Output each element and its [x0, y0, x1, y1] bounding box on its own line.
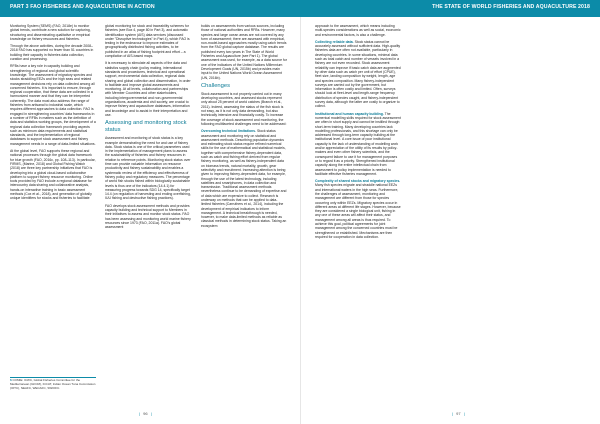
right-header-band: [300, 0, 600, 17]
subheading-capacity-building: Institutional and human capacity building.: [315, 111, 384, 116]
paragraph: Through the above activities, during the decade 2008–2018 FAO has supported no fewer than 51 countries in building their capacity in fisheries data collection, curation and processing.: [10, 44, 94, 62]
right-page-footer: [450, 411, 467, 416]
subheading-technical-limitations: Overcoming technical limitations.: [201, 129, 257, 134]
paragraph: Assessment and monitoring of stock status is a key example demonstrating the need for and use of fishery data. Stock status is one of the critical parameters used in the implementation of management plans to assess the sustainability of fisheries and fishery resources in relation to reference points. Monitoring stock status over time can provide valuable information on resource productivity and fishery sustainability and enables a systematic review of the efficiency and effectiveness of fishery policy and regulatory measures. The percentage of world fish stocks fished within biologically sustainable levels is thus one of the indicators (14.4.1) for measuring progress towards SDG 14, specifically target 14.4 (on regulation of harvesting and ending overfishing, IUU fishing and destructive fishing practices).: [105, 136, 191, 201]
subheading-body: Many fish species migrate and straddle national EEZs and international waters in the high seas. Furthermore, the challenges of assessment, monitoring and management are different from those for species occurring only within EEZs. Migratory species occur in different areas at different life stages. However, because they are considered a single biological unit, fishing in any one of these areas will affect their status, and management among all areas is thus required. To achieve this goal, political agreements for joint management among the concerned countries must be strengthened or established. Mechanisms are then required for cooperation in data collection.: [315, 183, 401, 239]
paragraph: Stock assessment is not properly carried out in many developing countries, and assessed stocks represent only about 25 percent of world catches (Branch et al., 2011). Indeed, assessing the status of the fish stock is not easy, as it is not only data demanding, but also technically intensive and financially costly. To increase the coverage of stock assessment and monitoring, the following multifaceted challenges need to be addressed:: [201, 91, 287, 126]
paragraph: approach to the assessment, which means including multi-species considerations as well as social, economic and environmental factors, is also a challenge.: [315, 24, 401, 37]
section-heading-stock-status: Assessing and monitoring stock status: [105, 120, 187, 134]
subheading-reliable-data: Collecting reliable data.: [315, 39, 354, 44]
paragraph: At the global level, FAO supports these regional and national processes through the global data framework for blue growth (FAO, 2016c, pp. 108–113). In particular, FIRMS, (Marine, 2018) and Global Fishing Watch (2018) are three key partnership initiatives that FAO is developing into a global cloud-based collaborative platform to support fishery resource monitoring. Online tools provided by FAO include a regional database for intercountry data sharing and collaborative analysis, hands-on interactive training in basic assessment methods (Cox et al., 2018), and generation of globally unique identifiers for stocks and fisheries to facilitate: [10, 149, 96, 201]
left-column-3: [201, 24, 287, 231]
footnote: [10, 379, 96, 390]
footer-bar: |: [463, 411, 465, 416]
left-column-2: [105, 24, 191, 232]
paragraph: Monitoring System (SEMS) (FAO, 2018e) to monitor global trends, contribute a new solution for capturing, structuring and disseminating qualitative or empirical knowledge on fishery resources and fisheries.: [10, 24, 91, 41]
right-header-title: THE STATE OF WORLD FISHERIES AND AQUACULTURE 2018: [432, 4, 590, 10]
footer-bar: |: [150, 411, 152, 416]
paragraph-reliable-data: [315, 40, 401, 109]
left-column-1: [10, 24, 96, 204]
paragraph: FAO develops stock assessment methods and provides capacity building and technical support to Members in their initiatives to assess and monitor stock status. FAO has been assessing and monitoring world marine fishery resources since 1973 (FAO, 2011a). FAO's global assessment: [105, 203, 191, 230]
footer-bar: |: [452, 411, 454, 416]
paragraph: global monitoring for stock and traceability schemes for fisheries (see Box 4, page 80 in Part 3), and automatic identification system (AIS) data services (discussed under "Disruptive technologies" in Part 4), which FAO is testing in the endeavour to improve estimates of geographically distributed fishing activities, to be published in an atlas of fishing footprint and effort – a compilation of AIS-based maps.: [105, 24, 190, 59]
paragraph: It is necessary to stimulate all aspects of the data and statistics supply chain (policy making, international standards and procedures, technical and operational support, environmental data collection, regional data sharing and global collection and dissemination, in order to facilitate and improve global assessments and monitoring. At all levels, collaboration and partnerships with Member Countries and other stakeholders, including intergovernmental and non-governmental organizations, academia and civil society, are crucial to improve fishery and aquaculture databases, information and knowledge and to assist in their interpretation and use.: [105, 61, 191, 117]
footnote-text: COMIE: ICWC, Global Fisheries Committee for the Mediterranean (GFCM), ICCAT, Indian Ocean Tuna Commission (IOTC), NEAFC, WECAFC, SWIOFC.: [10, 378, 96, 390]
right-column-1: [315, 24, 401, 242]
left-header-title: PART 3 FAO FISHERIES AND AQUACULTURE IN ACTION: [10, 4, 155, 10]
subheading-body: Stock status cannot be accurately assessed without sufficient data. High-quality fisheries data are often not available, particularly in developing countries. In some situations, minimal data such as total catch and number of vessels involved in a fishery are not even recorded. Stock assessment reliability can improve if basic catch data are augmented by other data such as catch per unit of effort (CPUE), fleet size, landing composition by weight, length, age and species composition. Many fishery-independent surveys are carried out by the government, but information is often costly and limited. Often, surveys should look at fleet-level and length-range frequency distribution of species caught, and fishery-independent survey data, although the latter are costly to organize to collect.: [315, 39, 401, 109]
footer-bar: |: [139, 411, 141, 416]
subheading-shared-stocks: Complexity of shared stocks and migratory species.: [315, 179, 401, 184]
left-header-band: [0, 0, 300, 17]
right-page: [300, 0, 600, 424]
left-page-footer: [137, 411, 154, 416]
right-page-number: 97: [456, 411, 461, 416]
paragraph-capacity-building: [315, 112, 401, 176]
paragraph: RFBs have a key role in capacity building and strengthening of regional and global scientific knowledge. The assessment of migratory species and stocks straddling EEZs and the high seas and related management decisions rely on data collected among all concerned fisheries. It is important to ensure, through regional cooperation, that these data are collected in a harmonized manner and that they can be interpreted coherently. The data must also address the range of fisheries from artisanal to industrial scale, which requires different approaches to data collection. FAO is engaged in strengthening countries' data frameworks in a number of RFBs in matters such as the definition of data and statistics working groups, the development of a regional data collection framework providing aspects such as minimum data requirements and statistical standards, and the implementation of regional databases to support stock assessment and fishery management needs in a range of data-limited situations.: [10, 64, 96, 146]
paragraph-shared-stocks: [315, 179, 401, 239]
section-heading-challenges: Challenges: [201, 82, 231, 89]
subheading-body: The numerical modelling skills required for stock assessment are often in short supply and cannot be instilled through short-term training. Many developing countries lack modelling professionals, and this shortage can only be addressed through long-term capacity building at the institutional level. A core issue of poor institutional capacity is the lack of understanding of modelling work and/or appreciation of the utility of its results by policy-makers and even other fishery scientists, and the consequent failure to use it for management purposes or to regard it as a priority. Strengthened institutional capacity along the entire intellectual chain from assessment to policy implementation is needed to facilitate effective fisheries management.: [315, 111, 401, 176]
footnote-mark: 6: [10, 378, 12, 382]
paragraph: builds on assessments from various sources, including those of national authorities and RFBs. However, many species and large ocean areas are not covered by any form of assessment; there are assessed with empirical, non-model-based approaches mostly using catch trends from the FAO global capture database. The results are published every two years in The State of World Fisheries and Aquaculture (see Part 1). The global assessment was used, for example, as a data source for one of the indicators of the United Nations Millennium Development Goals (UN, 2015b) and provides main input to the United Nations World Ocean Assessment (UN, 2016b).: [201, 24, 287, 80]
subheading-body: Stock status assessment and monitoring rely on statistical and assessment methods. Describing population dynamics and estimating stock status require refined numerical skills for the use of mathematical and statistical models, together with comprehensive fishery-dependent data, such as catch and fishing effort derived from regular fishery monitoring, as well as fishery-independent data on biomass trends, natural mortality, growth, gear selectivity and recruitment. Increasing attention is being given to improving fishery-dependent data, for example, through the use of the latest technology, including satellites and smartphones, in data collection and transmission. Traditional assessment methods nevertheless continue to be demanding of expertise and of data which are expensive to collect. Research is underway on methods that can be applied to data-limited fisheries (Carruthers et al., 2014), including the development of empirical indicators to inform management. A technical breakthrough is needed, however, to make data-limited methods as reliable as classical methods in determining stock status. Taking an ecosystem: [201, 129, 287, 228]
left-page-number: 96: [143, 411, 148, 416]
paragraph-technical-limitations: [201, 129, 287, 228]
